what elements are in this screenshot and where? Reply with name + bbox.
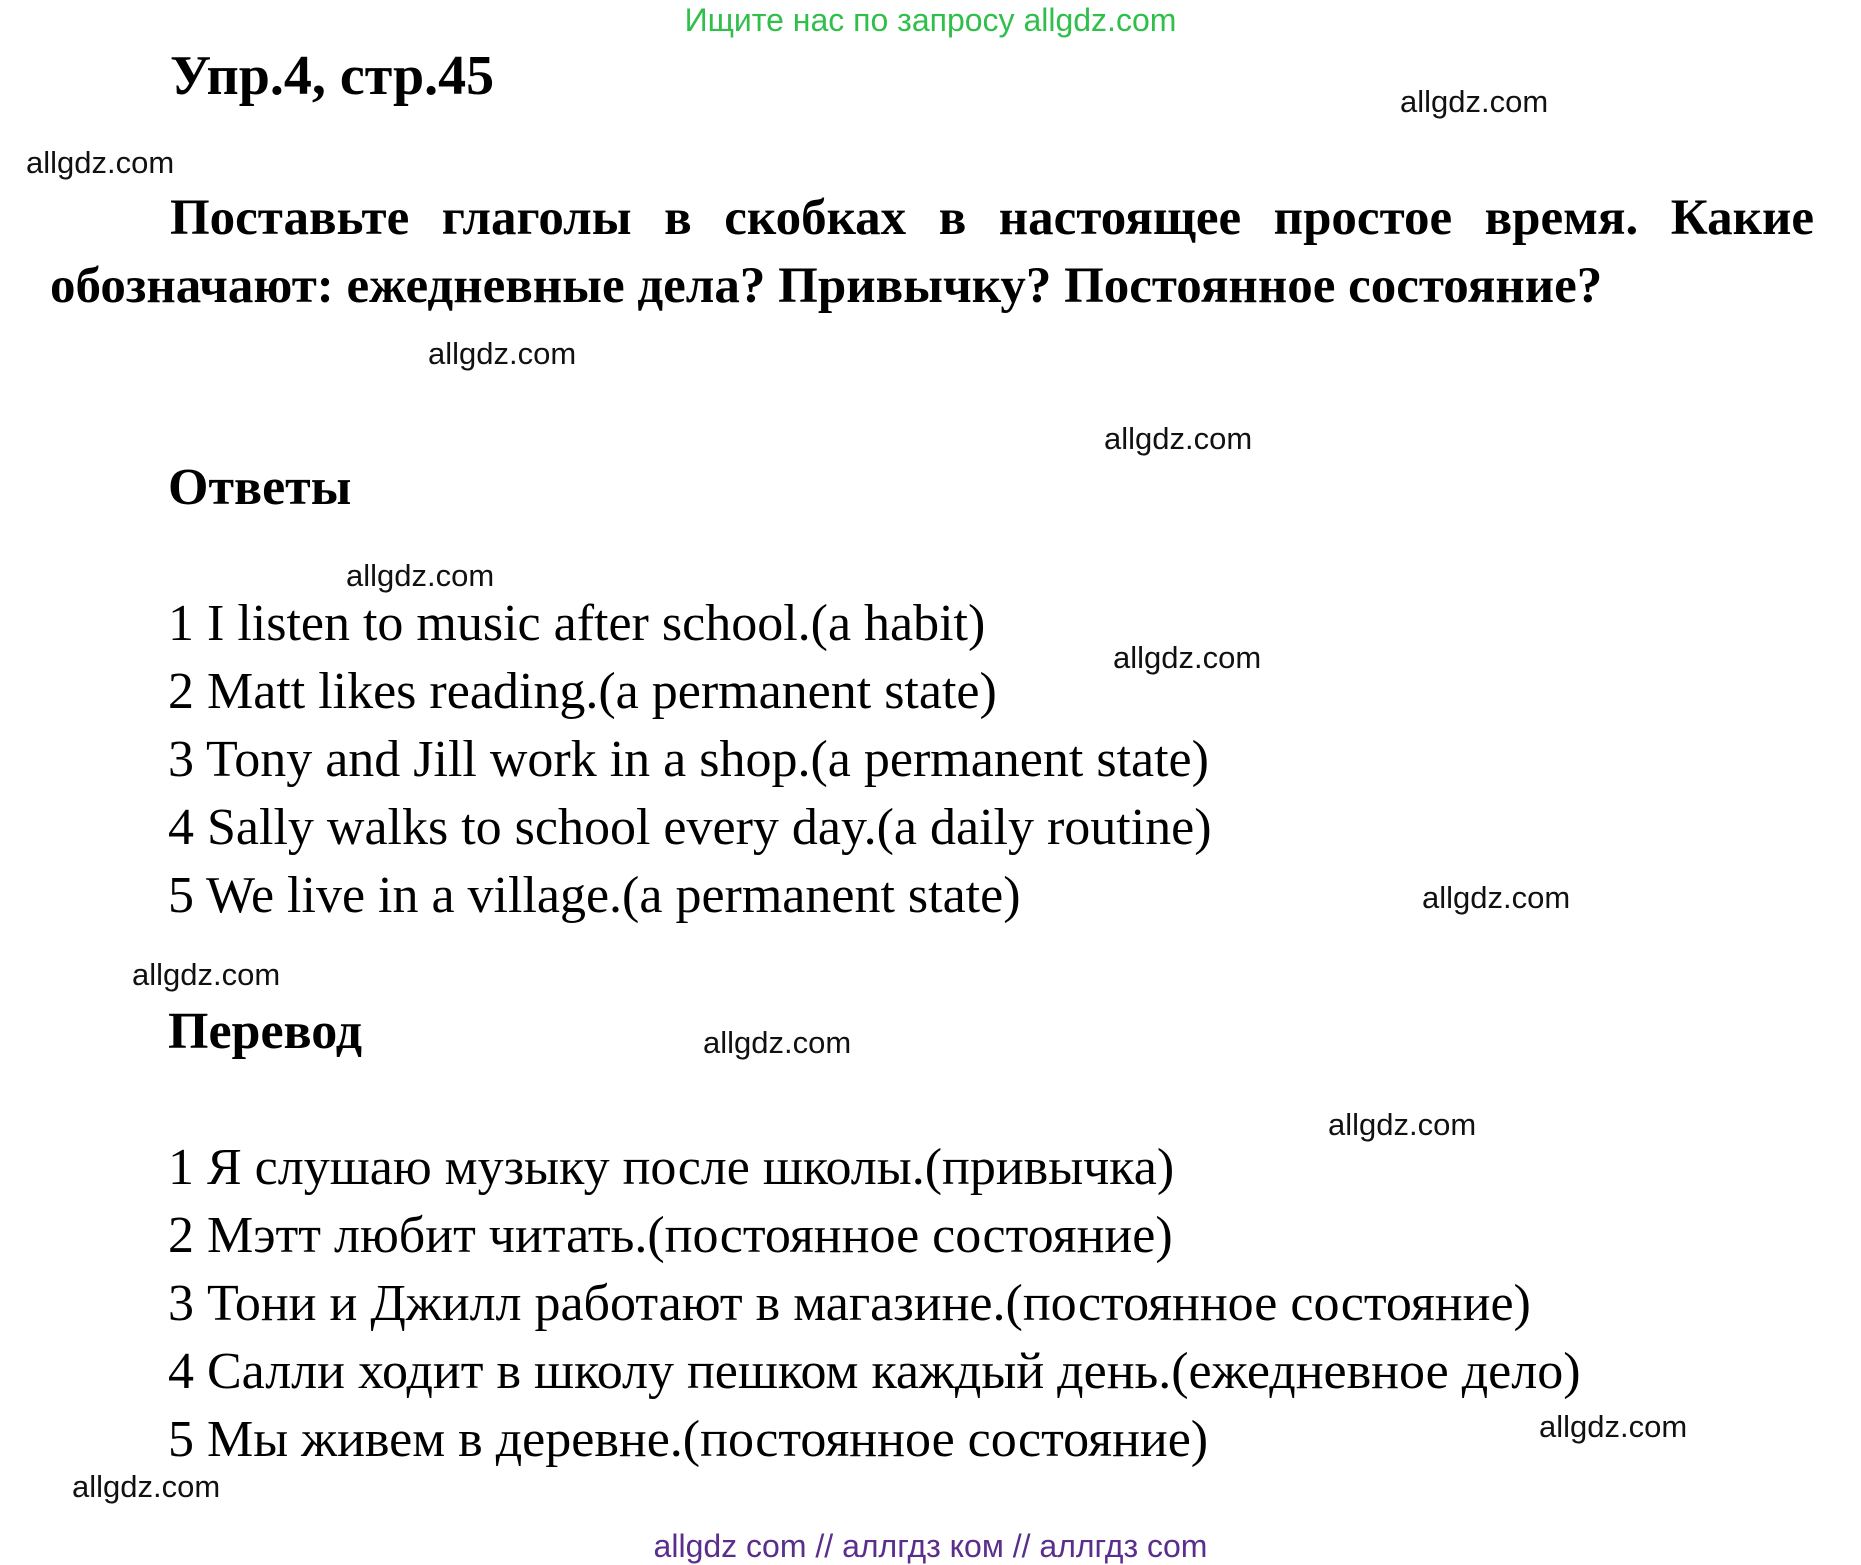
translation-line: 2 Мэтт любит читать.(постоянное состояние) <box>168 1207 1173 1264</box>
answer-line: 4 Sally walks to school every day.(a daily routine) <box>168 799 1212 856</box>
translation-line: 1 Я слушаю музыку после школы.(привычка) <box>168 1139 1175 1196</box>
answers-heading: Ответы <box>168 459 352 516</box>
watermark: allgdz.com <box>703 1025 852 1060</box>
watermark: allgdz.com <box>346 558 495 593</box>
watermark: allgdz.com <box>72 1469 221 1504</box>
watermark: allgdz.com <box>1422 880 1571 915</box>
answers-list <box>168 590 1212 930</box>
watermark: allgdz.com <box>26 145 175 180</box>
watermark: allgdz.com <box>428 336 577 371</box>
translation-line: 4 Салли ходит в школу пешком каждый день.(ежедневное дело) <box>168 1343 1581 1400</box>
watermark: allgdz.com <box>1400 84 1549 119</box>
watermark: allgdz.com <box>1539 1409 1688 1444</box>
translation-line: 5 Мы живем в деревне.(постоянное состояние) <box>168 1411 1209 1468</box>
translation-line: 3 Тони и Джилл работают в магазине.(постоянное состояние) <box>168 1275 1531 1332</box>
answer-line: 2 Matt likes reading.(a permanent state) <box>168 663 997 720</box>
footer-links: allgdz com // аллгдз ком // аллгдз com <box>653 1528 1208 1564</box>
task-text: Поставьте глаголы в скобках в настоящее простое время. Какие обозначают: ежедневные дела? Привычку? Постоянное состояние? <box>50 190 1814 314</box>
watermark: allgdz.com <box>1113 640 1262 675</box>
translation-list <box>168 1134 1581 1474</box>
search-banner: Ищите нас по запросу allgdz.com <box>684 2 1177 38</box>
watermark: allgdz.com <box>132 957 281 992</box>
answer-line: 5 We live in a village.(a permanent state) <box>168 867 1021 924</box>
answer-line: 1 I listen to music after school.(a habit) <box>168 595 986 652</box>
translation-heading: Перевод <box>168 1003 363 1060</box>
answer-line: 3 Tony and Jill work in a shop.(a permanent state) <box>168 731 1209 788</box>
exercise-title: Упр.4, стр.45 <box>170 45 495 107</box>
watermark: allgdz.com <box>1328 1107 1477 1142</box>
watermark: allgdz.com <box>1104 421 1253 456</box>
